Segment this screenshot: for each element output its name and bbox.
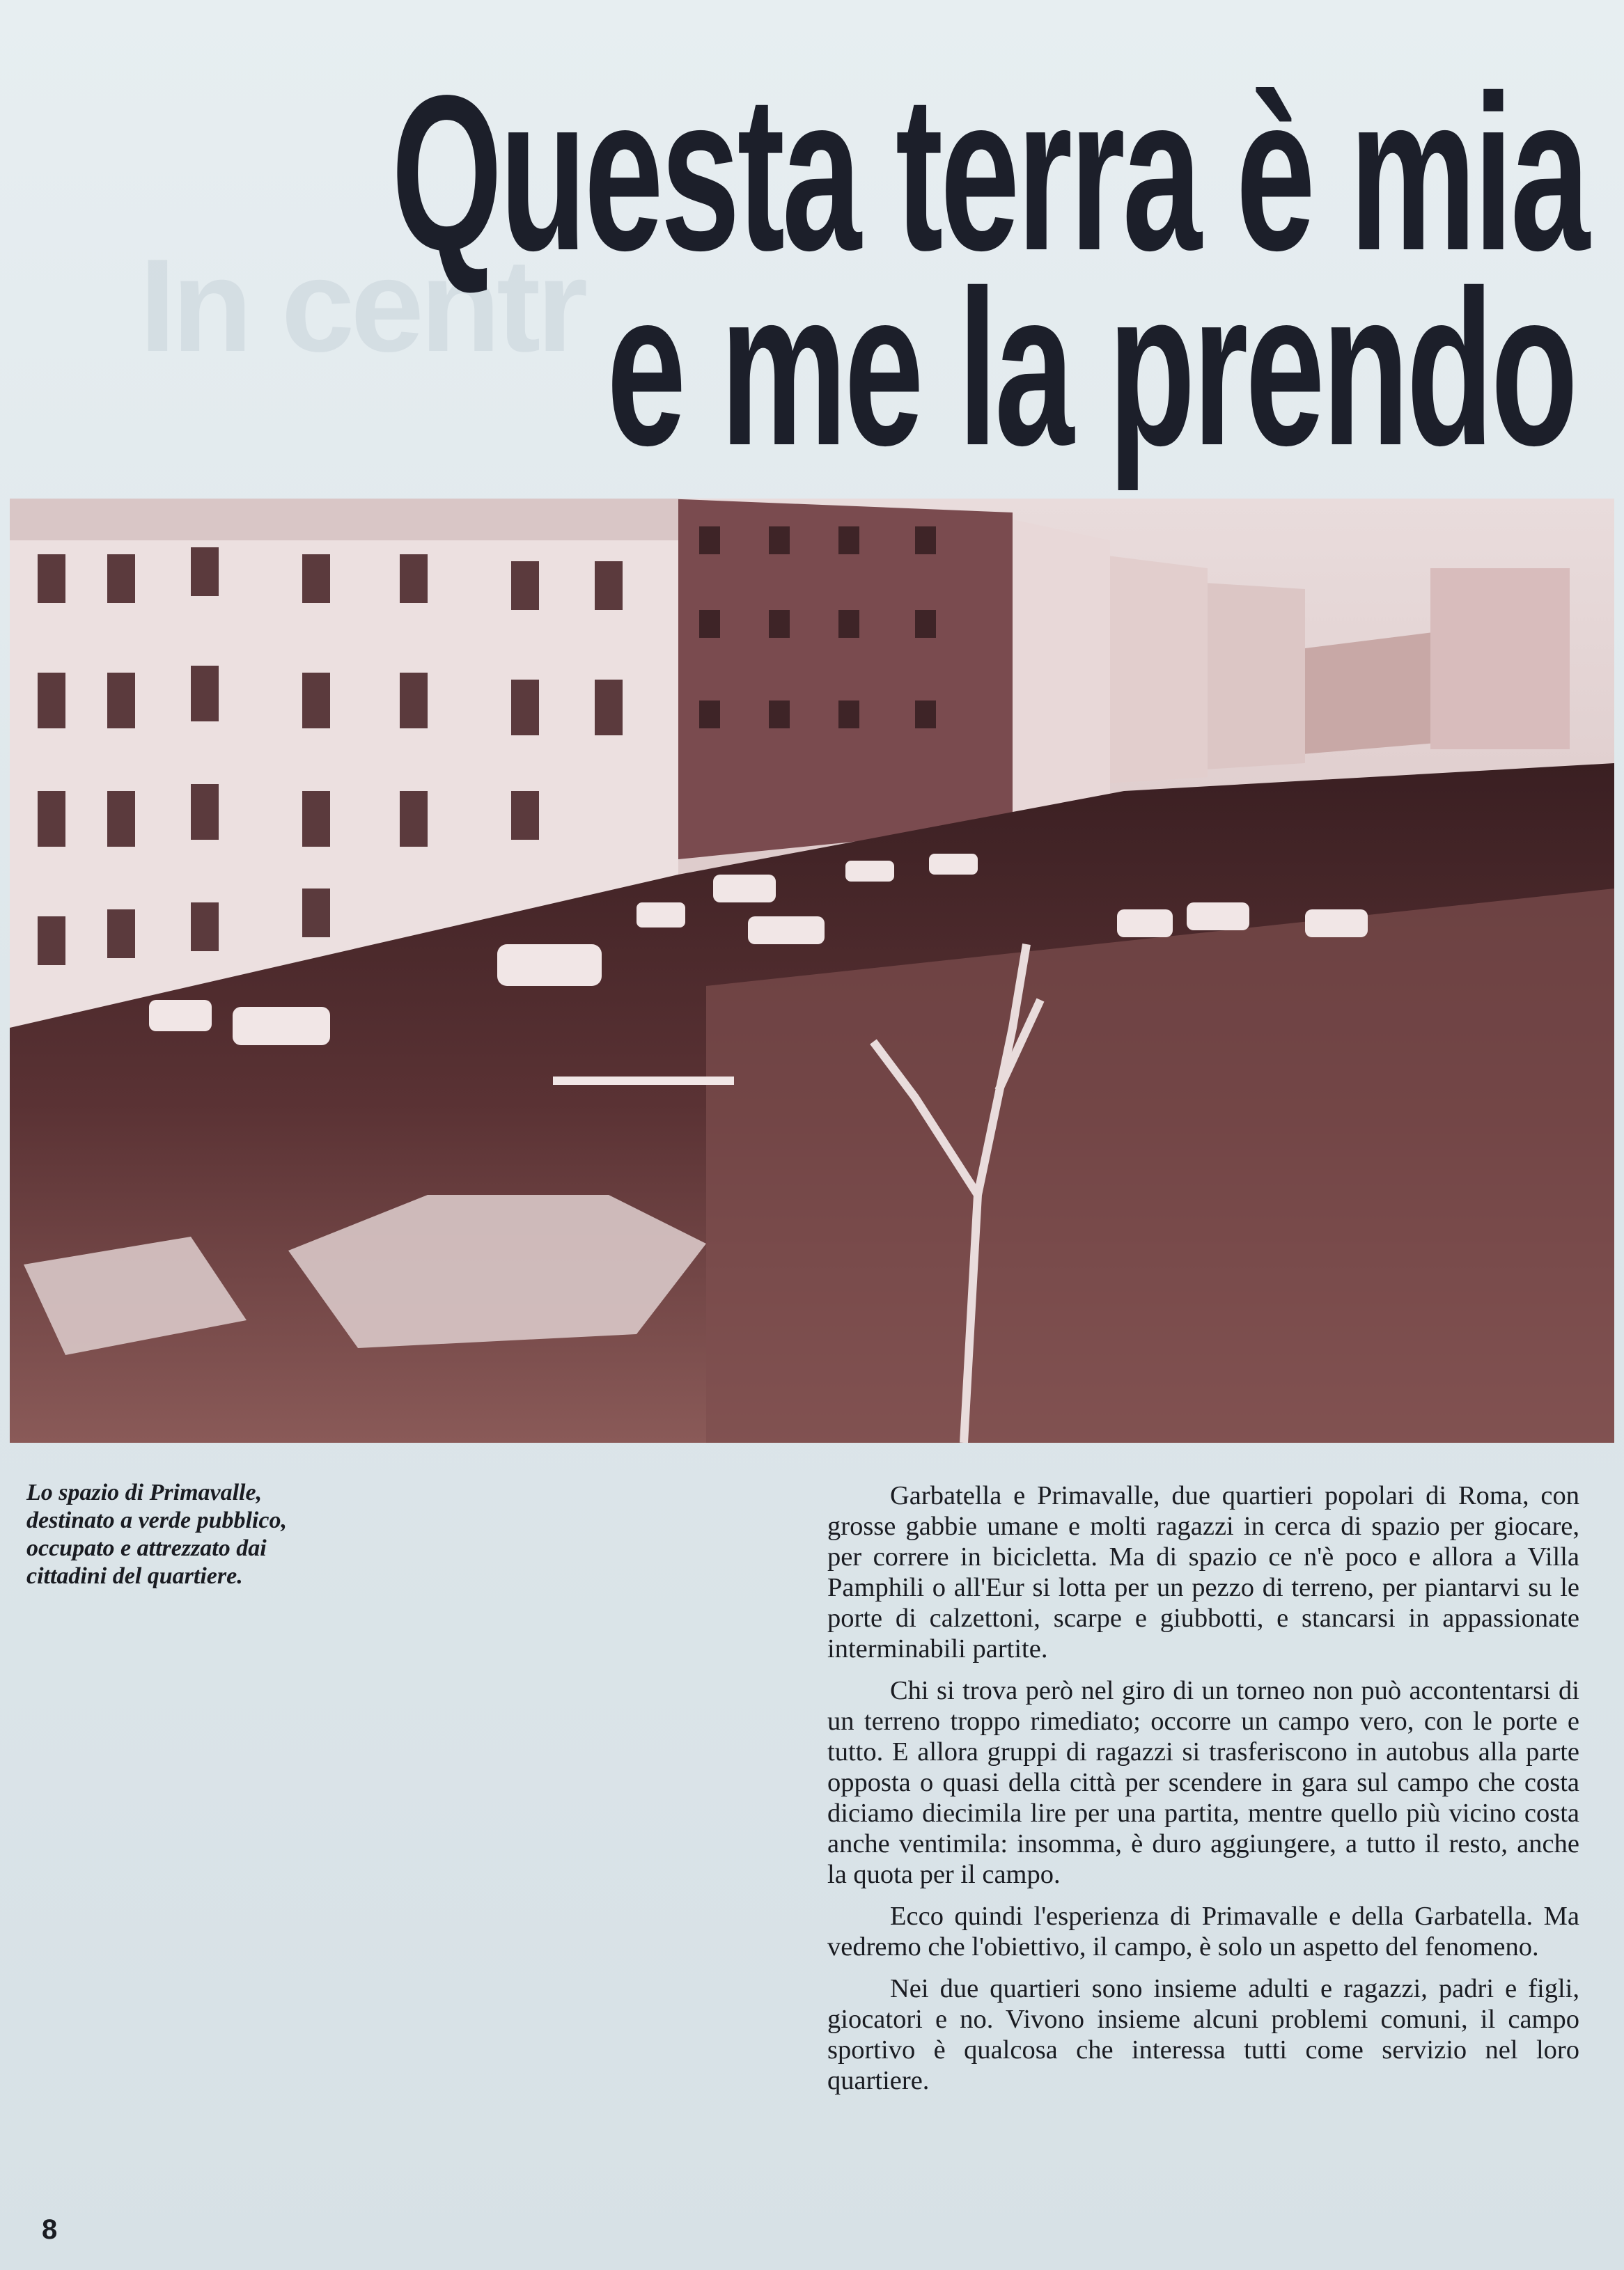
headline: [391, 49, 1587, 492]
headline-line-1: Questa terra è mia: [391, 49, 1587, 297]
page-number: 8: [42, 2214, 58, 2245]
article-paragraph-2: Chi si trova però nel giro di un torneo non può accontentarsi di un terreno troppo rimediato; occorre un campo vero, con le porte e tutto. E allora gruppi di ragazzi si trasferiscono in autobus alla parte opposta o quasi della città per scendere in gara sul campo che costa diciamo diecimila lire per una partita, mentre quello più vicino costa anche ventimila: insomma, è duro aggiungere, a tutto il resto, anche la quota per il campo.: [827, 1676, 1579, 1889]
photograph: [10, 499, 1614, 1443]
photograph-housing-blocks-icon: [10, 499, 1614, 1443]
show-through-text: In centr: [139, 232, 584, 379]
article-paragraph-1: Garbatella e Primavalle, due quartieri popolari di Roma, con grosse gabbie umane e molti ragazzi in cerca di spazio per giocare, per correre in bicicletta. Ma di spazio ce n'è poco e allora a Villa Pamphili o all'Eur si lotta per un pezzo di terreno, per piantarvi su le porte di calzettoni, scarpe e giubbotti, e stancarsi in appassionate interminabili partite.: [827, 1481, 1579, 1664]
photo-caption: Lo spazio di Primavalle, destinato a verde pubblico, occupato e attrezzato dai cittadini del quartiere.: [26, 1480, 287, 1589]
headline-line-2: e me la prendo: [607, 244, 1575, 492]
article-paragraph-3: Ecco quindi l'esperienza di Primavalle e della Garbatella. Ma vedremo che l'obiettivo, il campo, è solo un aspetto del fenomeno.: [827, 1902, 1579, 1962]
article-body: [827, 1480, 1579, 2107]
article-paragraph-4: Nei due quartieri sono insieme adulti e ragazzi, padri e figli, giocatori e no. Vivono insieme alcuni problemi comuni, il campo sportivo è qualcosa che interessa tutti come servizio nel loro quartiere.: [827, 1974, 1579, 2095]
